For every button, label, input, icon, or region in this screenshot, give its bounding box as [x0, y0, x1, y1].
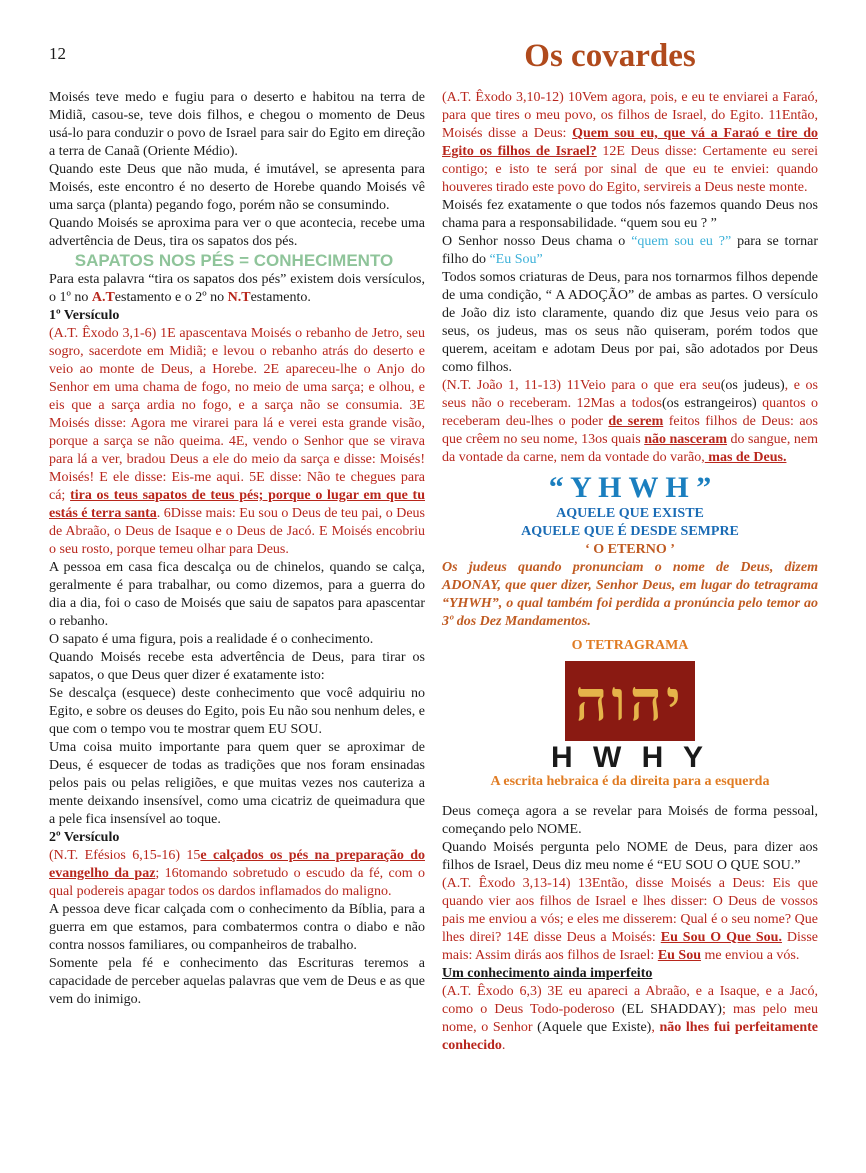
paragraph: Para esta palavra “tira os sapatos dos pés” existem dois versículos, o 1º no A.Testamento e o 2º no N.Testamento.: [49, 272, 425, 305]
paragraph: Quando Moisés pergunta pelo NOME de Deus, para dizer aos filhos de Israel, Deus diz meu nome é “EU SOU O QUE SOU.”: [442, 840, 818, 873]
subtitle-line: AQUELE QUE É DESDE SEMPRE: [521, 524, 739, 539]
tetragram-heading: O TETRAGRAMA: [571, 638, 689, 653]
paragraph: Deus começa agora a se revelar para Moisés de forma pessoal, começando pelo NOME.: [442, 804, 818, 837]
paragraph: Moisés fez exatamente o que todos nós fazemos quando Deus nos chama para a responsabilidade. “quem sou eu ? ”: [442, 198, 818, 231]
paragraph: O sapato é uma figura, pois a realidade é o conhecimento.: [49, 632, 374, 647]
page-number: 12: [49, 44, 66, 63]
verse-text: (A.T. Êxodo 3,1-6) 1E apascentava Moisés o rebanho de Jetro, seu sogro, sacerdote em Midiã; e levou o rebanho atrás do deserto e veio ao monte de Deus, a Horebe. 2E apareceu-lhe o Anjo do Senhor em uma chama de fogo, no meio de uma sarça; e olhou, e eis que a sarça ardia no fogo, e a sarça não se consumia. 3E Moisés disse: Agora me virarei para lá e verei esta grande visão, porque a sarça se não queima. 4E, vendo o Senhor que se virava para lá a ver, bradou Deus a ele do meio da sarça e disse: Moisés! Moisés! E ele disse: Eis-me aqui. 5E disse: Não te chegues para cá; tira os teus sapatos de teus pés; porque o lugar em que tu estás é terra santa. 6Disse mais: Eu sou o Deus de teu pai, o Deus de Abraão, o Deus de Isaque e o Deus de Jacó. E Moisés encobriu o seu rosto, porque temeu olhar para Deus.: [49, 326, 426, 557]
paragraph: Moisés teve medo e fugiu para o deserto e habitou na terra de Midiã, casou-se, teve dois filhos, e chegou o momento de Deus usá-lo para conduzir o povo de Israel para sair do Egito em direção a terra de Canaã (Oriente Médio).: [49, 90, 425, 159]
subtitle-line: ‘ O ETERNO ’: [585, 542, 675, 557]
verse-text: (A.T. Êxodo 3,13-14) 13Então, disse Moisés a Deus: Eis que quando vier aos filhos de Israel e lhes disser: O Deus de vossos pais me enviou a vós; e eles me disserem: Qual é o seu nome? Que lhes direi? 14E disse Deus a Moisés: Eu Sou O Que Sou. Disse mais: Assim dirás aos filhos de Israel: Eu Sou me enviou a vós.: [442, 876, 818, 963]
page-title: Os covardes: [524, 38, 696, 74]
caption: A escrita hebraica é da direita para a esquerda: [490, 774, 770, 789]
verse-text: (A.T. Êxodo 3,10-12) 10Vem agora, pois, e eu te enviarei a Faraó, para que tires o meu povo, os filhos de Israel, do Egito. 11Então, Moisés disse a Deus: Quem sou eu, que vá a Faraó e tire do Egito os filhos de Israel? 12E Deus disse: Certamente eu serei contigo; e isto te será por sinal de que eu te enviei: quando houveres tirado este povo do Egito, servireis a Deus neste monte.: [442, 90, 818, 195]
subtitle-line: AQUELE QUE EXISTE: [556, 506, 704, 521]
verse-heading: 1º Versículo: [49, 308, 120, 323]
paragraph: Somente pela fé e conhecimento das Escrituras teremos a capacidade de perceber aquelas palavras que vem de Deus e as que vem do inimigo.: [49, 956, 425, 1007]
verse-heading: 2º Versículo: [49, 830, 120, 845]
section-heading: SAPATOS NOS PÉS = CONHECIMENTO: [74, 251, 394, 270]
verse-text: (N.T. Efésios 6,15-16) 15e calçados os pés na preparação do evangelho da paz; 16tomando sobretudo o escudo da fé, com o qual podereis apagar todos os dardos inflamados do maligno.: [49, 848, 425, 899]
yhwh-heading: “ Y H W H ”: [548, 471, 712, 504]
hebrew-letters: יהוה: [575, 668, 685, 734]
verse-text: (N.T. João 1, 11-13) 11Veio para o que era seu(os judeus), e os seus não o receberam. 12Mas a todos(os estrangeiros) quantos o receberam deu-lhes o poder de serem feitos filhos de Deus: aos que crêem no seu nome, 13os quais não nasceram do sangue, nem da vontade da carne, nem da vontade do varão, mas de Deus.: [442, 378, 819, 465]
paragraph: A pessoa deve ficar calçada com o conhecimento da Bíblia, para a guerra em que estamos, para combatermos contra o diabo e não contra nossos familiares, ou companheiros de trabalho.: [49, 902, 425, 953]
verse-text: (A.T. Êxodo 6,3) 3E eu apareci a Abraão, e a Isaque, e a Jacó, como o Deus Todo-poderoso (EL SHADDAY); mas pelo meu nome, o Senhor (Aquele que Existe), não lhes fui perfeitamente conhecido.: [442, 984, 819, 1053]
paragraph: Uma coisa muito importante para quem quer se aproximar de Deus, é esquecer de todas as tradições que nos foram ensinadas pelos pais ou pelas religiões, e que muitas vezes nos cauteriza a mente deixando insensível, como uma cicatriz de queimadura que a pele fica insensível ao toque.: [49, 740, 425, 827]
paragraph: Se descalça (esquece) deste conhecimento que você adquiriu no Egito, e sobre os deuses do Egito, pois Eu não sou nenhum deles, e que com o tempo vou te mostrar quem EU SOU.: [49, 686, 425, 737]
highlight-paragraph: Os judeus quando pronunciam o nome de Deus, dizem ADONAY, que quer dizer, Senhor Deus, em lugar do tetragrama “YHWH”, o qual também foi perdida a pronúncia pelo temor ao 3º dos Dez Mandamentos.: [442, 560, 818, 629]
paragraph: Quando Moisés se aproxima para ver o que acontecia, recebe uma advertência de Deus, tira os sapatos dos pés.: [49, 216, 425, 249]
right-column: [442, 89, 818, 1055]
hwhy-heading: H W H Y: [550, 741, 710, 774]
paragraph: Todos somos criaturas de Deus, para nos tornarmos filhos depende de uma condição, “ A ADOÇÃO” de ambas as partes. O versículo de João diz isto claramente, quando diz que Jesus veio para os seus, os judeus, mas os seus não quiseram, porém todos que querem, aceitam e adotam Deus por pai, são adotados por Deus como filhos.: [442, 270, 818, 375]
paragraph: Quando este Deus que não muda, é imutável, se apresenta para Moisés, este encontro é no deserto de Horebe quando Moisés vê uma sarça (planta) pegando fogo, porém não se consumindo.: [49, 162, 425, 213]
paragraph: A pessoa em casa fica descalça ou de chinelos, quando se calça, geralmente é para trabalhar, ou como dizemos, para a guerra do dia a dia, foi o caso de Moisés que saiu de sapatos para apascentar o rebanho.: [49, 560, 425, 629]
tetragram-image: [565, 661, 695, 741]
paragraph: O Senhor nosso Deus chama o “quem sou eu ?” para se tornar filho do “Eu Sou”: [442, 234, 818, 267]
left-column: [49, 89, 425, 1009]
section-heading: Um conhecimento ainda imperfeito: [442, 966, 653, 981]
paragraph: Quando Moisés recebe esta advertência de Deus, para tirar os sapatos, o que Deus quer dizer é exatamente isto:: [49, 650, 425, 683]
